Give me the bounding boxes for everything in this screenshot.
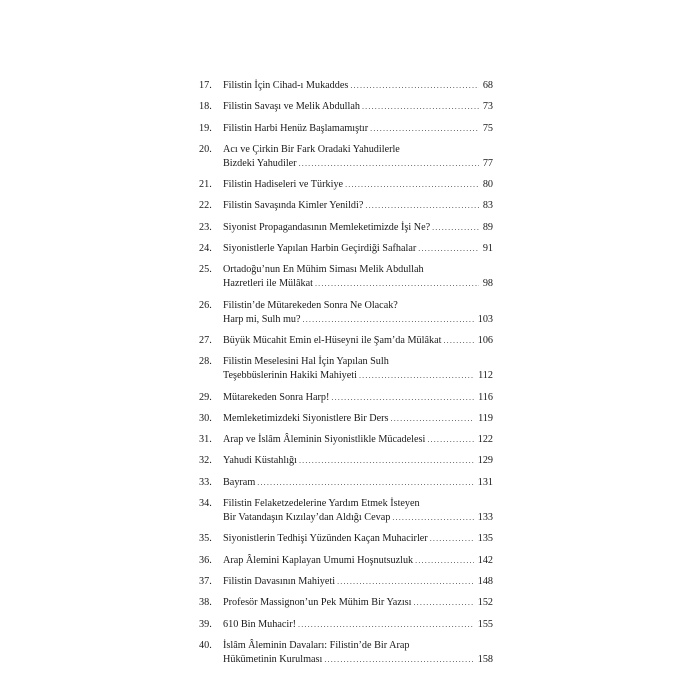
toc-entry-title: Bir Vatandaşın Kızılay’dan Aldığı Cevap <box>223 512 391 524</box>
toc-entry-number: 27. <box>199 334 212 346</box>
dot-leader <box>303 313 474 327</box>
toc-entry-title-line: Filistin Meselesini Hal İçin Yapılan Sulh <box>223 356 389 368</box>
toc-entry-body <box>223 355 493 383</box>
toc-entry-number: 21. <box>199 179 212 191</box>
toc-entry-title: Teşebbüslerinin Hakiki Mahiyeti <box>223 370 357 382</box>
dot-leader <box>392 511 473 525</box>
toc-entry <box>199 618 493 632</box>
dot-leader <box>359 369 474 383</box>
toc-entry-number: 25. <box>199 264 212 276</box>
toc-entry-number: 24. <box>199 243 212 255</box>
toc-entry-title: Arap ve İslâm Âleminin Siyonistlikle Mücadelesi <box>223 434 426 446</box>
dot-leader <box>432 221 479 235</box>
toc-entry <box>199 554 493 568</box>
toc-entry-page-number: 119 <box>478 412 493 424</box>
toc-entry-title: Filistin İçin Cihad-ı Mukaddes <box>223 80 349 91</box>
toc-entry-last-line <box>223 575 493 589</box>
toc-entry-last-line <box>223 412 493 426</box>
toc-entry-body <box>223 242 493 256</box>
toc-entry <box>199 454 493 468</box>
toc-entry-page-number: 91 <box>482 243 493 255</box>
toc-entry-body <box>223 575 493 589</box>
toc-entry-page-number: 98 <box>482 278 493 290</box>
toc-entry-title: Mütarekeden Sonra Harp! <box>223 391 330 403</box>
toc-entry-number: 23. <box>199 221 212 233</box>
toc-entry-number: 33. <box>199 476 212 488</box>
toc-entry-title: Arap Âlemini Kaplayan Umumi Hoşnutsuzluk <box>223 554 414 566</box>
toc-entry-last-line <box>223 476 493 490</box>
toc-entry-title: Bayram <box>223 476 256 488</box>
toc-entry-body <box>223 433 493 447</box>
toc-entry-title: Filistin Hadiseleri ve Türkiye <box>223 179 344 191</box>
toc-entry-page-number: 73 <box>482 101 493 113</box>
toc-entry-page-number: 83 <box>482 200 493 212</box>
toc-entry-last-line <box>223 532 493 546</box>
table-of-contents <box>199 79 493 674</box>
toc-entry-title: Siyonist Propagandasının Memleketimizde İşi Ne? <box>223 221 431 233</box>
toc-entry-body <box>223 554 493 568</box>
toc-entry-page-number: 135 <box>477 533 493 545</box>
toc-entry <box>199 575 493 589</box>
toc-entry <box>199 433 493 447</box>
toc-entry <box>199 199 493 213</box>
toc-entry-body <box>223 143 493 171</box>
toc-entry <box>199 299 493 327</box>
dot-leader <box>315 277 479 291</box>
dot-leader <box>370 122 479 136</box>
toc-entry <box>199 596 493 610</box>
dot-leader <box>365 199 478 213</box>
toc-entry-page-number: 80 <box>482 179 493 191</box>
toc-entry-body <box>223 122 493 136</box>
toc-entry-body <box>223 596 493 610</box>
toc-entry <box>199 391 493 405</box>
toc-entry-number: 20. <box>199 143 212 155</box>
toc-entry-body <box>223 334 493 348</box>
toc-entry-page-number: 103 <box>477 313 493 325</box>
toc-entry-last-line <box>223 277 493 291</box>
toc-entry-title: Bizdeki Yahudiler <box>223 157 297 169</box>
dot-leader <box>350 79 478 93</box>
toc-entry-title-line: Acı ve Çirkin Bir Fark Oradaki Yahudilerle <box>223 143 400 155</box>
toc-entry-last-line <box>223 369 493 383</box>
toc-entry <box>199 476 493 490</box>
toc-entry-number: 19. <box>199 122 212 134</box>
toc-entry-number: 18. <box>199 101 212 113</box>
toc-entry-last-line <box>223 391 493 405</box>
toc-entry-body <box>223 299 493 327</box>
dot-leader <box>345 178 479 192</box>
dot-leader <box>415 554 474 568</box>
dot-leader <box>430 532 474 546</box>
toc-entry-body <box>223 263 493 291</box>
toc-entry-last-line <box>223 618 493 632</box>
dot-leader <box>362 100 479 114</box>
toc-entry-title: Filistin Savaşı ve Melik Abdullah <box>223 101 360 113</box>
toc-entry-page-number: 89 <box>482 221 493 233</box>
toc-entry <box>199 122 493 136</box>
toc-entry-body <box>223 618 493 632</box>
dot-leader <box>324 653 473 667</box>
toc-entry <box>199 497 493 525</box>
toc-entry <box>199 79 493 93</box>
toc-entry-page-number: 106 <box>477 334 493 346</box>
toc-entry-number: 40. <box>199 639 212 651</box>
toc-entry-page-number: 148 <box>477 575 493 587</box>
dot-leader <box>427 433 473 447</box>
toc-entry-last-line <box>223 596 493 610</box>
toc-entry <box>199 263 493 291</box>
toc-entry-page-number: 155 <box>477 618 493 630</box>
toc-entry-page-number: 133 <box>477 512 493 524</box>
toc-entry-number: 39. <box>199 618 212 630</box>
toc-entry <box>199 178 493 192</box>
toc-entry-last-line <box>223 157 493 171</box>
toc-entry-number: 36. <box>199 554 212 566</box>
toc-entry-title: Profesör Massignon’un Pek Mühim Bir Yazısı <box>223 597 412 609</box>
toc-entry-title: Hükümetinin Kurulması <box>223 653 323 665</box>
toc-entry <box>199 100 493 114</box>
toc-entry <box>199 143 493 171</box>
toc-entry-number: 37. <box>199 575 212 587</box>
toc-entry-last-line <box>223 313 493 327</box>
toc-entry-title: 610 Bin Muhacir! <box>223 618 296 630</box>
toc-entry-title: Filistin Davasının Mahiyeti <box>223 575 336 587</box>
dot-leader <box>298 618 474 632</box>
toc-entry-last-line <box>223 653 493 667</box>
toc-entry-page-number: 152 <box>477 597 493 609</box>
toc-entry <box>199 639 493 667</box>
toc-entry-title: Memleketimizdeki Siyonistlere Bir Ders <box>223 412 389 424</box>
toc-entry-last-line <box>223 199 493 213</box>
toc-entry-number: 30. <box>199 412 212 424</box>
toc-entry-last-line <box>223 79 493 93</box>
toc-entry <box>199 412 493 426</box>
toc-entry-body <box>223 221 493 235</box>
toc-entry-last-line <box>223 242 493 256</box>
toc-entry-number: 34. <box>199 498 212 510</box>
toc-entry-last-line <box>223 221 493 235</box>
toc-entry-title-line: İslâm Âleminin Davaları: Filistin’de Bir Arap <box>223 639 410 651</box>
toc-entry-page-number: 116 <box>478 391 493 403</box>
toc-entry-body <box>223 639 493 667</box>
toc-entry-last-line <box>223 433 493 447</box>
toc-entry-number: 28. <box>199 356 212 368</box>
toc-entry-number: 17. <box>199 80 212 91</box>
toc-entry-page-number: 75 <box>482 122 493 134</box>
toc-entry-last-line <box>223 334 493 348</box>
toc-entry-number: 38. <box>199 597 212 609</box>
toc-entry-number: 31. <box>199 434 212 446</box>
toc-entry-body <box>223 497 493 525</box>
toc-entry-title: Hazretleri ile Mülâkat <box>223 278 313 290</box>
toc-entry-page-number: 112 <box>478 370 493 382</box>
toc-entry-title: Büyük Mücahit Emin el-Hüseyni ile Şam’da Mülâkat <box>223 334 442 346</box>
dot-leader <box>418 242 479 256</box>
toc-entry-last-line <box>223 511 493 525</box>
toc-entry-last-line <box>223 554 493 568</box>
dot-leader <box>443 334 473 348</box>
toc-entry-number: 26. <box>199 299 212 311</box>
toc-entry-page-number: 129 <box>477 455 493 467</box>
toc-entry-number: 29. <box>199 391 212 403</box>
toc-entry-last-line <box>223 454 493 468</box>
dot-leader <box>391 412 475 426</box>
toc-entry-title-line: Filistin Felaketzedelerine Yardım Etmek İsteyen <box>223 498 420 510</box>
toc-entry-number: 32. <box>199 455 212 467</box>
toc-entry-page-number: 142 <box>477 554 493 566</box>
dot-leader <box>257 476 473 490</box>
toc-entry-page-number: 158 <box>477 653 493 665</box>
toc-entry-body <box>223 476 493 490</box>
toc-entry <box>199 334 493 348</box>
toc-entry <box>199 355 493 383</box>
toc-entry-body <box>223 79 493 93</box>
toc-entry-body <box>223 412 493 426</box>
toc-entry-body <box>223 100 493 114</box>
dot-leader <box>331 391 474 405</box>
toc-entry-body <box>223 178 493 192</box>
toc-entry-page-number: 122 <box>477 434 493 446</box>
toc-entry-body <box>223 391 493 405</box>
dot-leader <box>413 596 473 610</box>
toc-entry-body <box>223 532 493 546</box>
toc-entry-body <box>223 454 493 468</box>
toc-entry-last-line <box>223 122 493 136</box>
toc-entry-page-number: 131 <box>477 476 493 488</box>
toc-entry-title-line: Ortadoğu’nun En Mühim Siması Melik Abdullah <box>223 264 424 276</box>
toc-entry-title-line: Filistin’de Mütarekeden Sonra Ne Olacak? <box>223 299 398 311</box>
toc-entry-page-number: 77 <box>482 157 493 169</box>
toc-entry-title: Harp mi, Sulh mu? <box>223 313 301 325</box>
toc-entry <box>199 532 493 546</box>
dot-leader <box>299 454 474 468</box>
toc-entry-title: Yahudi Küstahlığı <box>223 455 297 467</box>
toc-entry <box>199 242 493 256</box>
toc-entry-title: Siyonistlerin Tedhişi Yüzünden Kaçan Muhacirler <box>223 533 428 545</box>
toc-entry-page-number: 68 <box>482 80 493 91</box>
toc-entry <box>199 221 493 235</box>
toc-entry-number: 22. <box>199 200 212 212</box>
toc-entry-title: Filistin Savaşında Kimler Yenildi? <box>223 200 364 212</box>
toc-entry-last-line <box>223 100 493 114</box>
toc-entry-number: 35. <box>199 533 212 545</box>
toc-entry-title: Siyonistlerle Yapılan Harbin Geçirdiği Safhalar <box>223 243 417 255</box>
toc-entry-last-line <box>223 178 493 192</box>
dot-leader <box>299 157 479 171</box>
toc-entry-title: Filistin Harbi Henüz Başlamamıştır <box>223 122 369 134</box>
dot-leader <box>337 575 474 589</box>
toc-entry-body <box>223 199 493 213</box>
